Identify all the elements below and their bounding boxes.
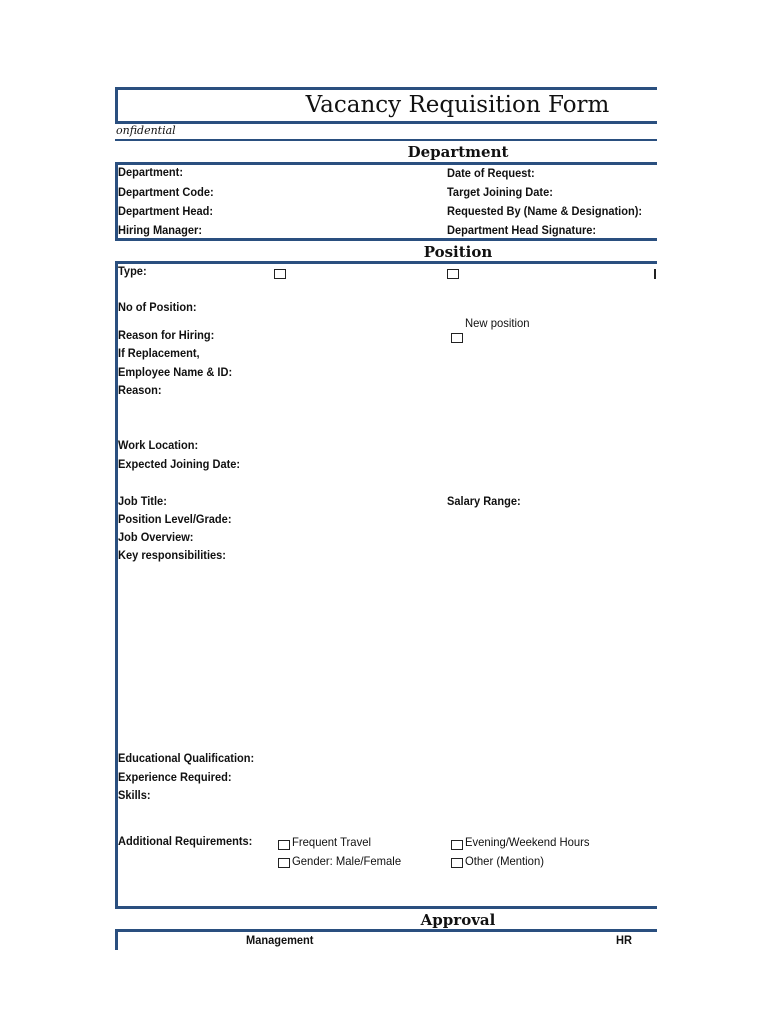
new-position-checkbox[interactable]: [451, 333, 463, 343]
management-label: Management: [246, 933, 314, 947]
hr-label: HR: [616, 933, 632, 947]
if-replacement-label: If Replacement,: [118, 346, 200, 360]
department-head-signature-label: Department Head Signature:: [447, 223, 597, 237]
department-heading: Department: [407, 143, 509, 161]
additional-requirements-label: Additional Requirements:: [118, 834, 253, 848]
job-title-label: Job Title:: [118, 494, 167, 508]
other-mention-checkbox[interactable]: [451, 858, 463, 868]
job-overview-label: Job Overview:: [118, 530, 194, 544]
department-top-border: [115, 162, 657, 165]
form-title: Vacancy Requisition Form: [305, 92, 610, 118]
confidential-bottom-border: [115, 139, 657, 141]
department-code-label: Department Code:: [118, 185, 214, 199]
department-head-label: Department Head:: [118, 204, 214, 218]
position-heading: Position: [423, 243, 493, 261]
type-option-3-edge: [654, 269, 656, 279]
confidential-note: onfidential: [116, 124, 176, 137]
department-bottom-border: [115, 238, 657, 241]
other-mention-label: Other (Mention): [465, 854, 544, 868]
position-level-label: Position Level/Grade:: [118, 512, 232, 526]
frequent-travel-checkbox[interactable]: [278, 840, 290, 850]
position-bottom-border: [115, 906, 657, 909]
educational-qualification-label: Educational Qualification:: [118, 751, 255, 765]
expected-joining-date-label: Expected Joining Date:: [118, 457, 241, 471]
evening-weekend-label: Evening/Weekend Hours: [465, 835, 590, 849]
reason-label: Reason:: [118, 383, 162, 397]
type-label: Type:: [118, 264, 147, 278]
employee-name-id-label: Employee Name & ID:: [118, 365, 233, 379]
approval-top-border: [115, 929, 657, 932]
key-responsibilities-label: Key responsibilities:: [118, 548, 226, 562]
salary-range-label: Salary Range:: [447, 494, 521, 508]
reason-for-hiring-label: Reason for Hiring:: [118, 328, 215, 342]
type-option-2-checkbox[interactable]: [447, 269, 459, 279]
requested-by-label: Requested By (Name & Designation):: [447, 204, 643, 218]
hiring-manager-label: Hiring Manager:: [118, 223, 203, 237]
skills-label: Skills:: [118, 788, 151, 802]
position-top-border: [115, 261, 657, 264]
frequent-travel-label: Frequent Travel: [292, 835, 372, 849]
approval-left-border: [115, 929, 118, 950]
title-bottom-border: [115, 121, 657, 124]
type-option-1-checkbox[interactable]: [274, 269, 286, 279]
approval-heading: Approval: [420, 911, 496, 929]
gender-checkbox[interactable]: [278, 858, 290, 868]
date-of-request-label: Date of Request:: [447, 166, 535, 180]
department-label: Department:: [118, 165, 184, 179]
evening-weekend-checkbox[interactable]: [451, 840, 463, 850]
experience-required-label: Experience Required:: [118, 770, 232, 784]
new-position-option-label: New position: [465, 316, 530, 330]
no-of-position-label: No of Position:: [118, 300, 197, 314]
target-joining-date-label: Target Joining Date:: [447, 185, 553, 199]
gender-label: Gender: Male/Female: [292, 854, 402, 868]
work-location-label: Work Location:: [118, 438, 199, 452]
